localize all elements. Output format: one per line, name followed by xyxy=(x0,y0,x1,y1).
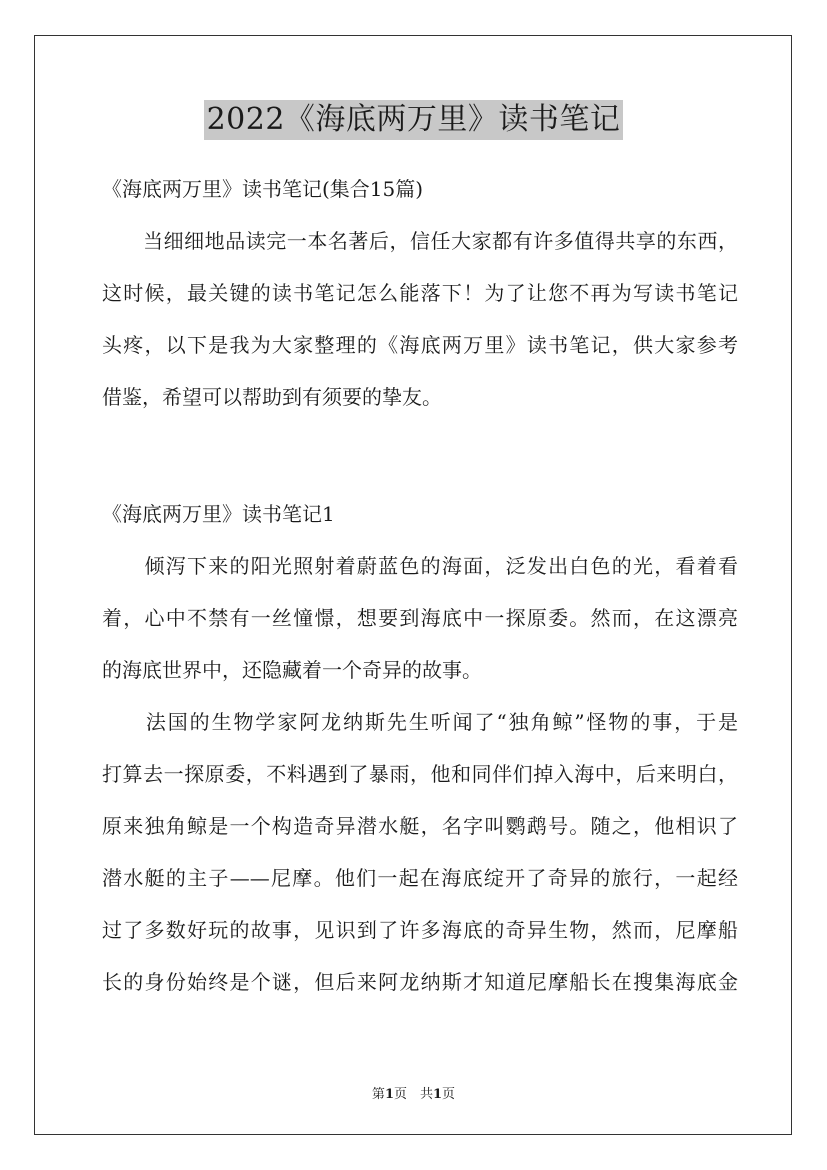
paragraph-2 xyxy=(102,709,738,996)
page-prefix: 第 xyxy=(371,1087,385,1102)
paragraph-1 xyxy=(102,553,738,684)
page-mid: 页 共 xyxy=(393,1087,433,1102)
document-body xyxy=(102,176,738,996)
paragraph-line: 过了多数好玩的故事，见识到了许多海底的奇异生物，然而，尼摩船 xyxy=(102,918,738,942)
paragraph-line: 打算去一探原委，不料遇到了暴雨，他和同伴们掉入海中，后来明白， xyxy=(102,762,738,786)
paragraph-line: 的海底世界中，还隐藏着一个奇异的故事。 xyxy=(102,658,482,682)
page-total: 1 xyxy=(433,1087,443,1102)
paragraph-line: 着，心中不禁有一丝憧憬，想要到海底中一探原委。然而，在这漂亮 xyxy=(102,606,738,630)
document-title: 2022《海底两万里》读书笔记 xyxy=(204,100,624,140)
title-container xyxy=(0,100,827,140)
intro-line: 这时候，最关键的读书笔记怎么能落下！为了让您不再为写读书笔记 xyxy=(102,281,738,305)
page-footer xyxy=(0,1083,827,1102)
intro-line: 借鉴，希望可以帮助到有须要的挚友。 xyxy=(102,385,442,409)
paragraph-line: 原来独角鲸是一个构造奇异潜水艇，名字叫鹦鹉号。随之，他相识了 xyxy=(102,814,738,838)
paragraph-line: 法国的生物学家阿龙纳斯先生听闻了“独角鲸”怪物的事，于是 xyxy=(102,710,738,734)
paragraph-line: 倾泻下来的阳光照射着蔚蓝色的海面，泛发出白色的光，看着看 xyxy=(102,554,738,578)
intro-paragraph xyxy=(102,228,738,411)
paragraph-line: 长的身份始终是个谜，但后来阿龙纳斯才知道尼摩船长在搜集海底金 xyxy=(102,970,738,994)
intro-line: 当细细地品读完一本名著后，信任大家都有许多值得共享的东西， xyxy=(102,229,738,253)
intro-line: 头疼，以下是我为大家整理的《海底两万里》读书笔记，供大家参考 xyxy=(102,333,738,357)
paragraph-line: 潜水艇的主子——尼摩。他们一起在海底绽开了奇异的旅行，一起经 xyxy=(102,866,738,890)
document-subtitle: 《海底两万里》读书笔记(集合15篇) xyxy=(102,177,424,201)
page-suffix: 页 xyxy=(442,1087,456,1102)
section-heading: 《海底两万里》读书笔记1 xyxy=(102,502,335,526)
page-number: 1 xyxy=(384,1087,394,1102)
